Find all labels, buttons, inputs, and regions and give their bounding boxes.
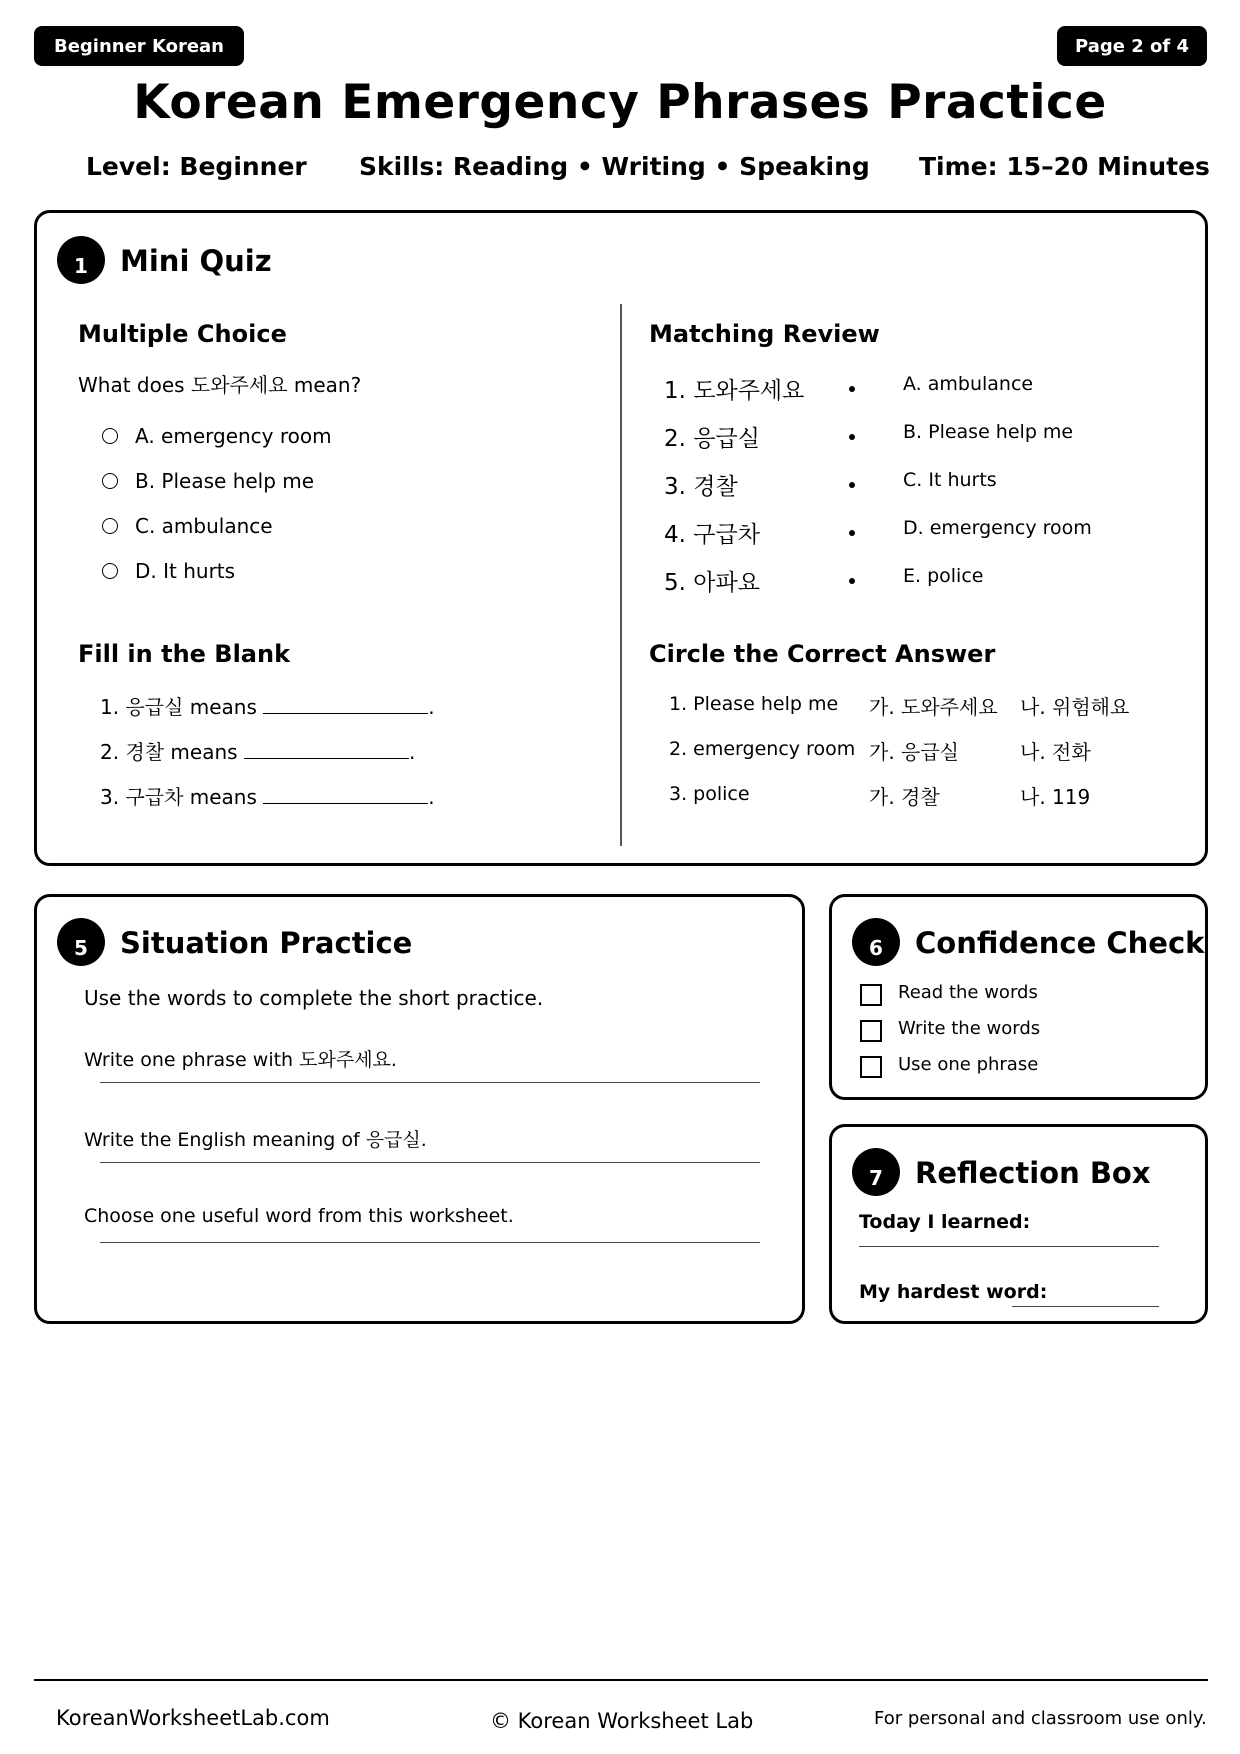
fill-blank-heading: Fill in the Blank <box>78 640 291 668</box>
circle-option-b[interactable]: 나. 119 <box>1020 785 1091 809</box>
section-number-badge: 7 <box>852 1148 900 1196</box>
confidence-checkbox[interactable] <box>860 984 882 1006</box>
answer-blank[interactable] <box>244 738 409 759</box>
worksheet-title: Korean Emergency Phrases Practice <box>133 75 1107 130</box>
circle-option-b[interactable]: 나. 위험해요 <box>1020 695 1130 719</box>
time-info: Time: 15–20 Minutes <box>919 152 1210 181</box>
footer-copyright: © Korean Worksheet Lab <box>490 1709 754 1733</box>
match-dot[interactable] <box>849 434 855 440</box>
section-number-badge: 1 <box>57 236 105 284</box>
skills-info: Skills: Reading • Writing • Speaking <box>359 152 870 181</box>
circle-prompt: 2. emergency room <box>669 738 856 760</box>
matching-right-item: A. ambulance <box>903 373 1034 395</box>
footer-divider <box>34 1679 1208 1681</box>
option-label: B. Please help me <box>135 469 315 493</box>
circle-option-a[interactable]: 가. 도와주세요 <box>869 695 998 719</box>
matching-right-item: D. emergency room <box>903 517 1092 539</box>
match-dot[interactable] <box>849 578 855 584</box>
level-info: Level: Beginner <box>86 152 307 181</box>
confidence-item: Use one phrase <box>898 1054 1039 1075</box>
fill-blank-period: . <box>428 695 435 719</box>
matching-left-item: 4. 구급차 <box>664 522 760 548</box>
option-label: D. It hurts <box>135 559 236 583</box>
fill-blank-item <box>100 691 435 720</box>
reflection-hardest-label: My hardest word: <box>859 1281 1048 1303</box>
confidence-checkbox[interactable] <box>860 1020 882 1042</box>
matching-left-item: 1. 도와주세요 <box>664 378 805 404</box>
option-radio[interactable] <box>102 428 118 444</box>
option-radio[interactable] <box>102 473 118 489</box>
multiple-choice-heading: Multiple Choice <box>78 320 287 348</box>
level-tag-text: Beginner Korean <box>53 35 224 57</box>
match-dot[interactable] <box>849 530 855 536</box>
page-indicator <box>1057 26 1207 66</box>
writing-line[interactable] <box>100 1242 760 1243</box>
circle-answer-heading: Circle the Correct Answer <box>649 640 996 668</box>
answer-blank[interactable] <box>263 783 428 804</box>
matching-heading: Matching Review <box>649 320 880 348</box>
matching-left-item: 2. 응급실 <box>664 426 760 452</box>
section-title: Confidence Check <box>915 926 1205 960</box>
writing-line[interactable] <box>1012 1306 1159 1307</box>
situation-instructions: Use the words to complete the short practice. <box>84 986 544 1010</box>
option-radio[interactable] <box>102 563 118 579</box>
confidence-item: Read the words <box>898 982 1038 1003</box>
fill-blank-item <box>100 736 415 765</box>
matching-right-item: C. It hurts <box>903 469 997 491</box>
writing-line[interactable] <box>100 1082 760 1083</box>
reflection-learned-label: Today I learned: <box>859 1211 1031 1233</box>
page-indicator-text: Page 2 of 4 <box>1075 35 1189 57</box>
match-dot[interactable] <box>849 482 855 488</box>
fill-blank-text: 1. 응급실 means <box>100 695 257 719</box>
fill-blank-text: 2. 경찰 means <box>100 740 238 764</box>
answer-blank[interactable] <box>263 693 428 714</box>
writing-line[interactable] <box>859 1246 1159 1247</box>
matching-right-item: B. Please help me <box>903 421 1074 443</box>
writing-line[interactable] <box>100 1162 760 1163</box>
situation-prompt: Choose one useful word from this worksheet. <box>84 1205 514 1227</box>
option-radio[interactable] <box>102 518 118 534</box>
fill-blank-period: . <box>428 785 435 809</box>
level-tag <box>34 26 244 66</box>
circle-prompt: 1. Please help me <box>669 693 839 715</box>
confidence-checkbox[interactable] <box>860 1056 882 1078</box>
section-number-badge: 6 <box>852 918 900 966</box>
match-dot[interactable] <box>849 386 855 392</box>
fill-blank-period: . <box>408 740 416 764</box>
footer-site: KoreanWorksheetLab.com <box>56 1706 330 1730</box>
situation-prompt: Write the English meaning of 응급실. <box>84 1129 427 1151</box>
confidence-item: Write the words <box>898 1018 1041 1039</box>
matching-left-item: 5. 아파요 <box>664 570 760 596</box>
matching-right-item: E. police <box>903 565 984 587</box>
circle-option-a[interactable]: 가. 경찰 <box>869 785 940 809</box>
fill-blank-item <box>100 781 435 810</box>
section-title: Reflection Box <box>915 1156 1151 1190</box>
column-divider <box>620 304 622 846</box>
footer-note: For personal and classroom use only. <box>874 1708 1207 1729</box>
matching-left-item: 3. 경찰 <box>664 474 738 500</box>
option-label: A. emergency room <box>135 424 332 448</box>
fill-blank-text: 3. 구급차 means <box>100 785 257 809</box>
circle-prompt: 3. police <box>669 783 750 805</box>
section-title: Mini Quiz <box>120 244 272 278</box>
option-label: C. ambulance <box>135 514 273 538</box>
quiz-question: What does 도와주세요 mean? <box>78 373 362 397</box>
section-number-badge: 5 <box>57 918 105 966</box>
circle-option-a[interactable]: 가. 응급실 <box>869 740 959 764</box>
situation-prompt: Write one phrase with 도와주세요. <box>84 1049 397 1071</box>
section-title: Situation Practice <box>120 926 413 960</box>
circle-option-b[interactable]: 나. 전화 <box>1020 740 1091 764</box>
